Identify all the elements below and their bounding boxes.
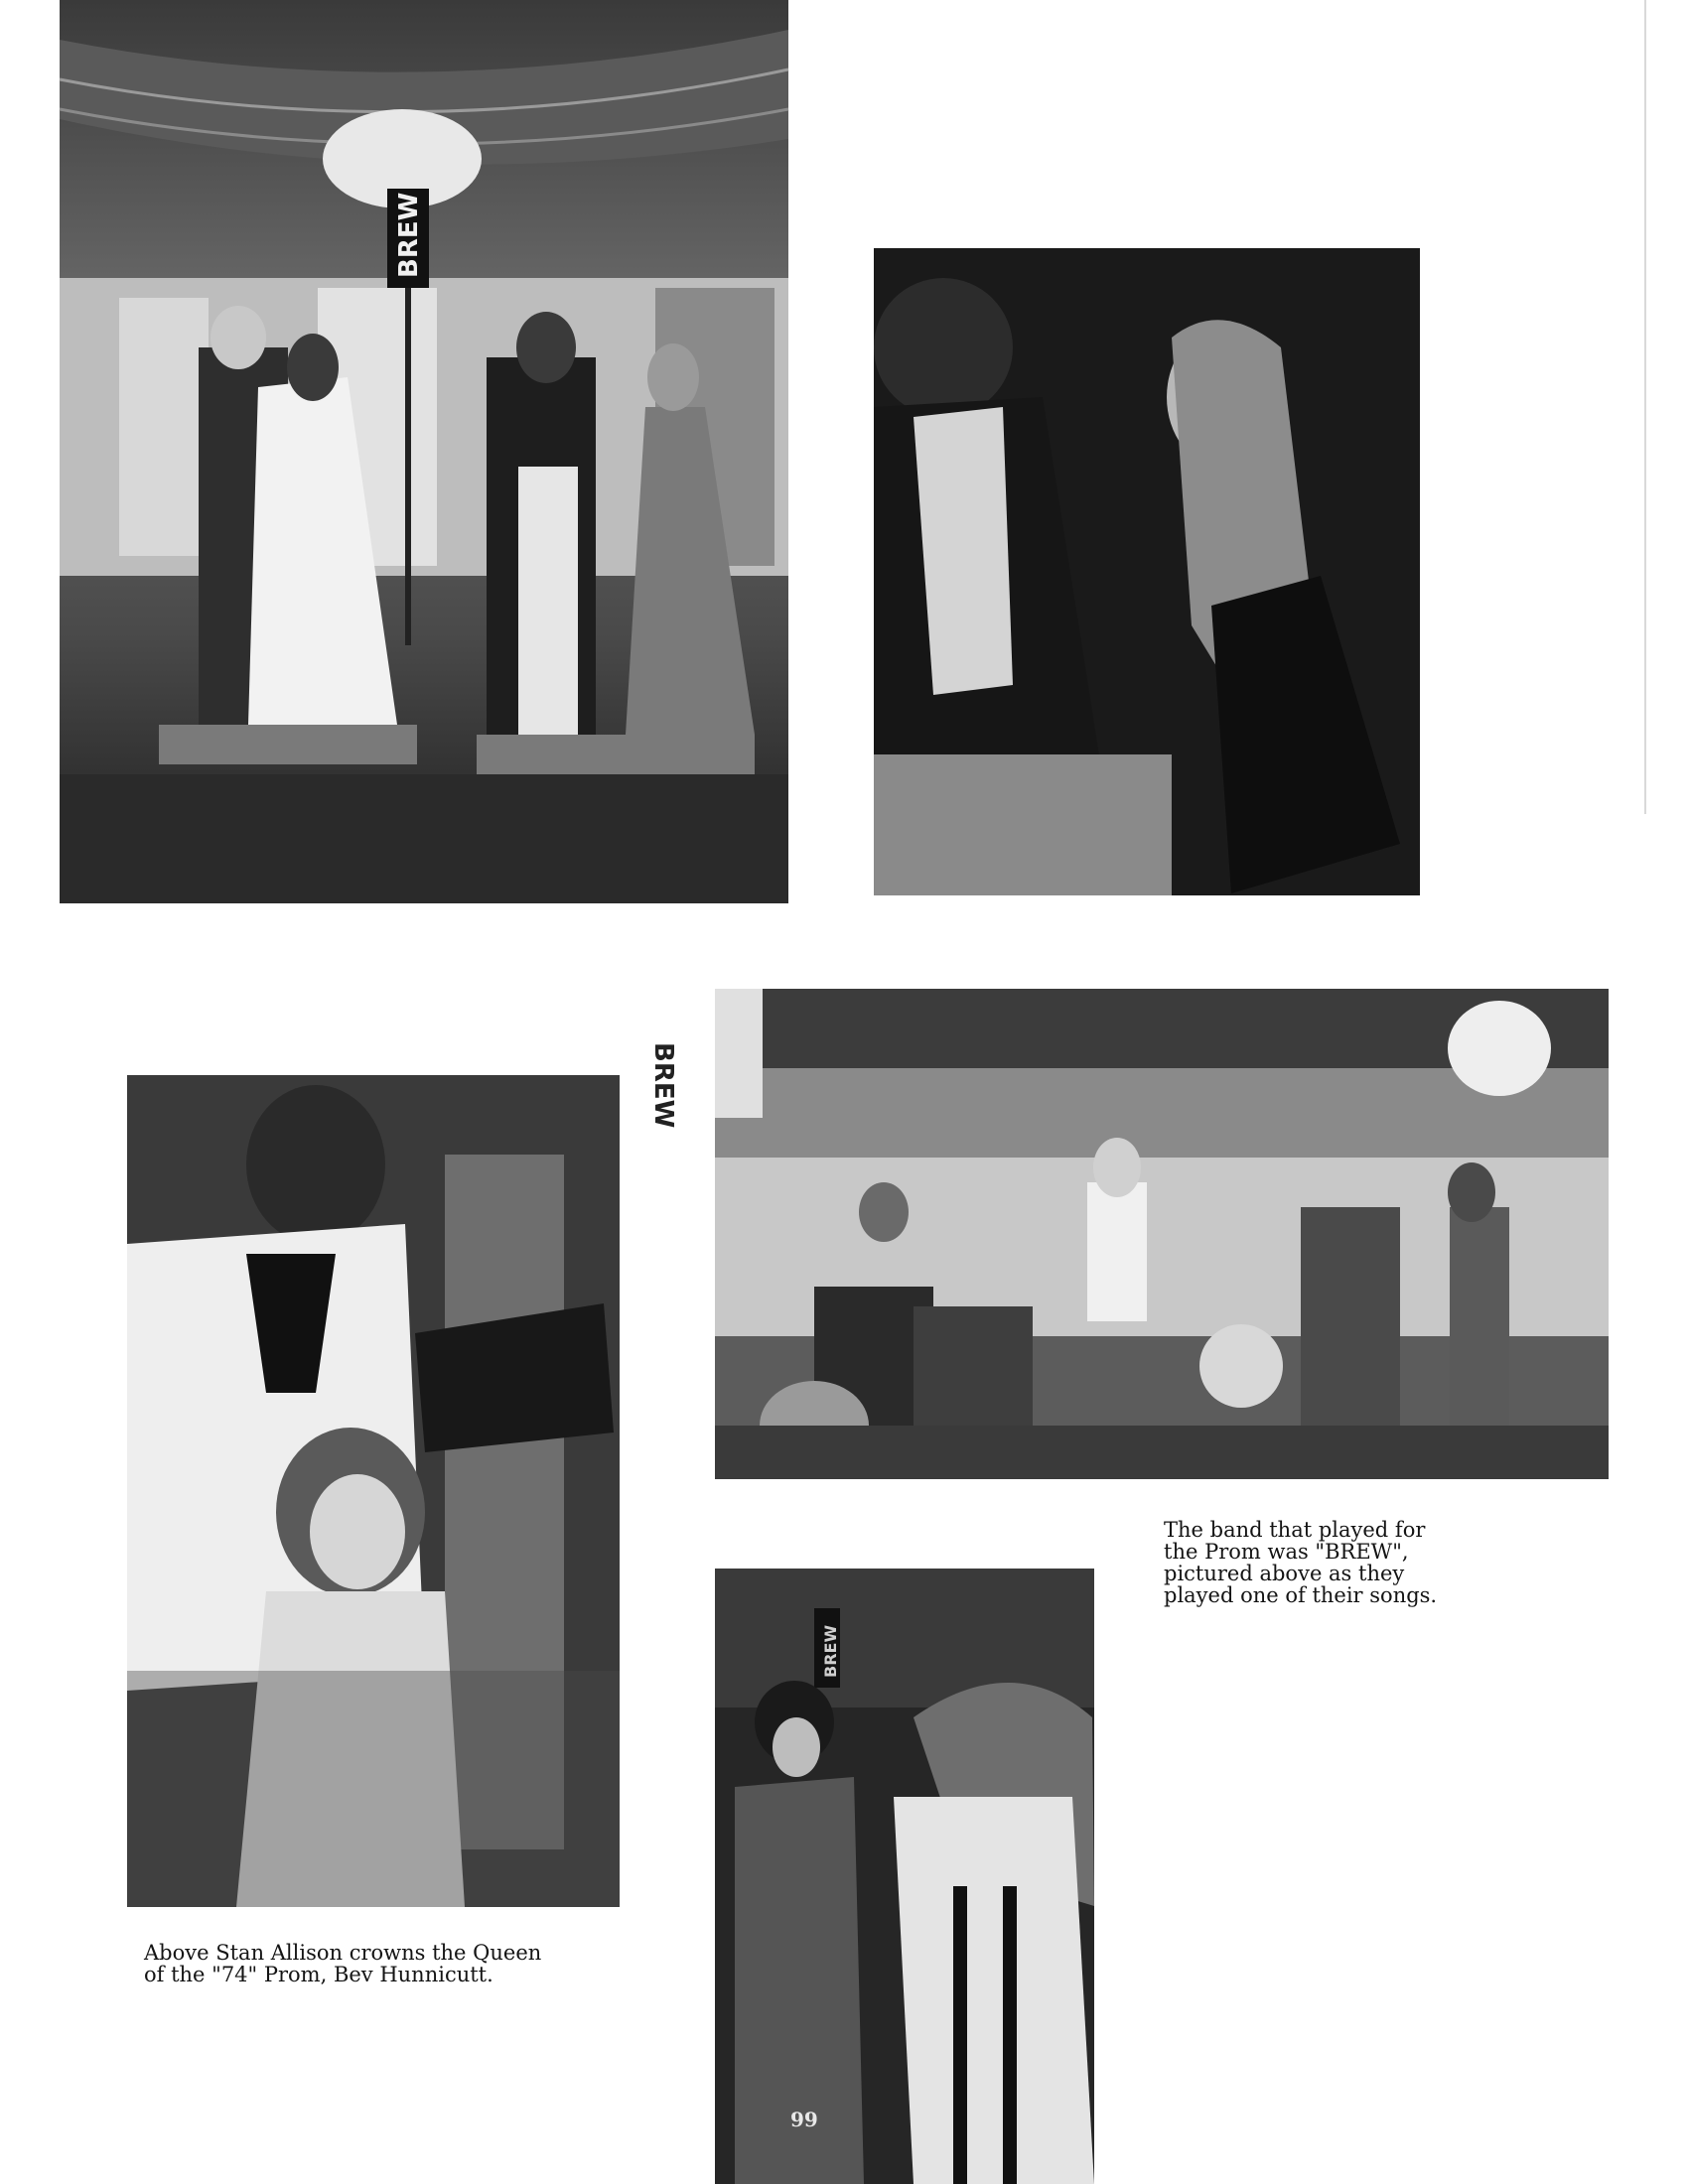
caption-crowning-line-2: of the "74" Prom, Bev Hunnicutt. bbox=[144, 1963, 493, 1986]
caption-band-line-4: played one of their songs. bbox=[1164, 1583, 1438, 1607]
dancing-sign-text: BREW bbox=[821, 1624, 840, 1678]
caption-band bbox=[1164, 1519, 1437, 1606]
caption-band-line-2: the Prom was "BREW", bbox=[1164, 1540, 1409, 1564]
stage-couples-illustration bbox=[60, 0, 788, 903]
band-sign-text: BREW bbox=[648, 1042, 678, 1129]
caption-band-line-1: The band that played for bbox=[1164, 1518, 1426, 1542]
band-illustration bbox=[648, 989, 1609, 1479]
page-edge-rule bbox=[1644, 0, 1646, 814]
photo-stage-couples bbox=[60, 0, 788, 903]
stage-sign-text: BREW bbox=[394, 192, 424, 278]
photo-band-brew bbox=[648, 989, 1609, 1479]
caption-band-line-3: pictured above as they bbox=[1164, 1562, 1405, 1585]
dancing-couple-illustration bbox=[715, 1569, 1094, 2184]
crowning-queen-illustration bbox=[127, 1075, 620, 1907]
photo-dancing-couple bbox=[715, 1569, 1094, 2184]
photo-couple-at-table bbox=[874, 248, 1420, 895]
caption-crowning bbox=[144, 1942, 541, 1985]
page-number: 99 bbox=[790, 2108, 818, 2131]
photo-crowning-queen bbox=[127, 1075, 620, 1907]
caption-crowning-line-1: Above Stan Allison crowns the Queen bbox=[144, 1941, 542, 1965]
couple-at-table-illustration bbox=[874, 248, 1420, 895]
